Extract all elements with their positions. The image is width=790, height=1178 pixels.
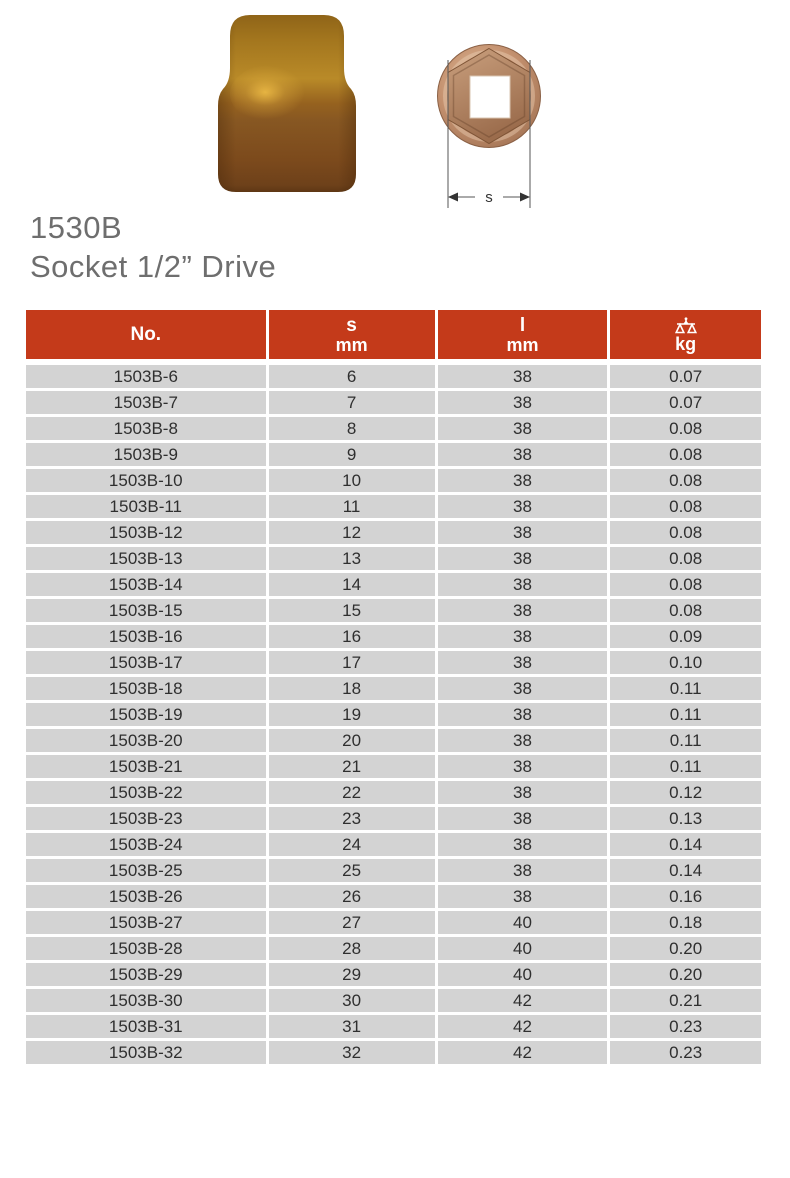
spec-table-header bbox=[26, 310, 761, 365]
table-row bbox=[26, 625, 761, 651]
table-row bbox=[26, 1041, 761, 1067]
cell-no: 1503B-27 bbox=[26, 911, 269, 937]
cell-s_mm: 13 bbox=[269, 547, 438, 573]
cell-l_mm: 42 bbox=[438, 989, 611, 1015]
col-header-l-unit: mm bbox=[506, 334, 539, 355]
cell-l_mm: 40 bbox=[438, 937, 611, 963]
cell-l_mm: 38 bbox=[438, 885, 611, 911]
col-header-l-label: l bbox=[519, 314, 526, 336]
cell-l_mm: 38 bbox=[438, 547, 611, 573]
table-row bbox=[26, 963, 761, 989]
cell-s_mm: 9 bbox=[269, 443, 438, 469]
cell-l_mm: 38 bbox=[438, 677, 611, 703]
table-row bbox=[26, 391, 761, 417]
cell-l_mm: 38 bbox=[438, 599, 611, 625]
cell-s_mm: 23 bbox=[269, 807, 438, 833]
cell-weight_kg: 0.08 bbox=[610, 599, 761, 625]
cell-weight_kg: 0.08 bbox=[610, 573, 761, 599]
cell-s_mm: 20 bbox=[269, 729, 438, 755]
table-row bbox=[26, 651, 761, 677]
cell-l_mm: 38 bbox=[438, 781, 611, 807]
cell-no: 1503B-10 bbox=[26, 469, 269, 495]
cell-s_mm: 8 bbox=[269, 417, 438, 443]
cell-l_mm: 38 bbox=[438, 755, 611, 781]
cell-no: 1503B-11 bbox=[26, 495, 269, 521]
cell-l_mm: 38 bbox=[438, 833, 611, 859]
table-row bbox=[26, 365, 761, 391]
cell-weight_kg: 0.07 bbox=[610, 391, 761, 417]
cell-l_mm: 38 bbox=[438, 365, 611, 391]
cell-l_mm: 38 bbox=[438, 573, 611, 599]
table-row bbox=[26, 573, 761, 599]
cell-l_mm: 38 bbox=[438, 703, 611, 729]
table-row bbox=[26, 859, 761, 885]
cell-no: 1503B-15 bbox=[26, 599, 269, 625]
cell-s_mm: 26 bbox=[269, 885, 438, 911]
cell-no: 1503B-28 bbox=[26, 937, 269, 963]
cell-l_mm: 38 bbox=[438, 651, 611, 677]
table-row bbox=[26, 599, 761, 625]
cell-weight_kg: 0.11 bbox=[610, 703, 761, 729]
cell-no: 1503B-25 bbox=[26, 859, 269, 885]
cell-no: 1503B-31 bbox=[26, 1015, 269, 1041]
cell-no: 1503B-20 bbox=[26, 729, 269, 755]
table-row bbox=[26, 885, 761, 911]
table-row bbox=[26, 833, 761, 859]
table-row bbox=[26, 469, 761, 495]
table-row bbox=[26, 443, 761, 469]
product-name: Socket 1/2” Drive bbox=[30, 249, 277, 284]
cell-no: 1503B-17 bbox=[26, 651, 269, 677]
table-row bbox=[26, 677, 761, 703]
cell-s_mm: 19 bbox=[269, 703, 438, 729]
cell-weight_kg: 0.08 bbox=[610, 469, 761, 495]
title-block bbox=[30, 208, 276, 286]
table-row bbox=[26, 807, 761, 833]
cell-l_mm: 38 bbox=[438, 443, 611, 469]
cell-weight_kg: 0.20 bbox=[610, 937, 761, 963]
table-row bbox=[26, 1015, 761, 1041]
col-header-s-unit: mm bbox=[335, 334, 368, 355]
cell-s_mm: 21 bbox=[269, 755, 438, 781]
table-row bbox=[26, 417, 761, 443]
cell-weight_kg: 0.08 bbox=[610, 495, 761, 521]
cell-weight_kg: 0.23 bbox=[610, 1041, 761, 1067]
square-drive-hole bbox=[470, 76, 510, 118]
cell-weight_kg: 0.12 bbox=[610, 781, 761, 807]
cell-s_mm: 29 bbox=[269, 963, 438, 989]
cell-s_mm: 17 bbox=[269, 651, 438, 677]
cell-weight_kg: 0.11 bbox=[610, 755, 761, 781]
cell-weight_kg: 0.11 bbox=[610, 677, 761, 703]
cell-l_mm: 40 bbox=[438, 911, 611, 937]
cell-l_mm: 38 bbox=[438, 495, 611, 521]
spec-table bbox=[26, 310, 761, 1067]
col-header-s bbox=[269, 310, 438, 365]
cell-s_mm: 18 bbox=[269, 677, 438, 703]
cell-weight_kg: 0.23 bbox=[610, 1015, 761, 1041]
cell-no: 1503B-22 bbox=[26, 781, 269, 807]
cell-l_mm: 38 bbox=[438, 859, 611, 885]
cell-no: 1503B-16 bbox=[26, 625, 269, 651]
cell-l_mm: 38 bbox=[438, 807, 611, 833]
col-header-l bbox=[438, 310, 611, 365]
cell-s_mm: 14 bbox=[269, 573, 438, 599]
cell-l_mm: 42 bbox=[438, 1015, 611, 1041]
table-row bbox=[26, 547, 761, 573]
cell-weight_kg: 0.08 bbox=[610, 417, 761, 443]
table-row bbox=[26, 521, 761, 547]
table-row bbox=[26, 989, 761, 1015]
cell-no: 1503B-6 bbox=[26, 365, 269, 391]
cell-l_mm: 42 bbox=[438, 1041, 611, 1067]
cell-weight_kg: 0.10 bbox=[610, 651, 761, 677]
cell-s_mm: 28 bbox=[269, 937, 438, 963]
cell-s_mm: 32 bbox=[269, 1041, 438, 1067]
col-header-weight-unit: kg bbox=[675, 333, 697, 354]
cell-s_mm: 22 bbox=[269, 781, 438, 807]
cell-l_mm: 38 bbox=[438, 521, 611, 547]
cell-weight_kg: 0.21 bbox=[610, 989, 761, 1015]
cell-l_mm: 38 bbox=[438, 729, 611, 755]
cell-weight_kg: 0.14 bbox=[610, 833, 761, 859]
cell-weight_kg: 0.16 bbox=[610, 885, 761, 911]
cell-s_mm: 31 bbox=[269, 1015, 438, 1041]
col-header-no-label: No. bbox=[130, 324, 162, 345]
balance-scale-icon bbox=[674, 317, 698, 334]
cell-no: 1503B-32 bbox=[26, 1041, 269, 1067]
table-row bbox=[26, 781, 761, 807]
cell-no: 1503B-18 bbox=[26, 677, 269, 703]
table-row bbox=[26, 755, 761, 781]
cell-s_mm: 24 bbox=[269, 833, 438, 859]
cell-weight_kg: 0.08 bbox=[610, 521, 761, 547]
cell-weight_kg: 0.08 bbox=[610, 443, 761, 469]
col-header-s-label: s bbox=[346, 314, 357, 336]
table-row bbox=[26, 729, 761, 755]
cell-weight_kg: 0.20 bbox=[610, 963, 761, 989]
cell-s_mm: 15 bbox=[269, 599, 438, 625]
col-header-weight bbox=[610, 310, 761, 365]
cell-weight_kg: 0.11 bbox=[610, 729, 761, 755]
cell-no: 1503B-7 bbox=[26, 391, 269, 417]
cell-s_mm: 25 bbox=[269, 859, 438, 885]
cell-no: 1503B-29 bbox=[26, 963, 269, 989]
cell-s_mm: 12 bbox=[269, 521, 438, 547]
table-row bbox=[26, 703, 761, 729]
cell-s_mm: 7 bbox=[269, 391, 438, 417]
cell-weight_kg: 0.08 bbox=[610, 547, 761, 573]
socket-side-view-image bbox=[216, 12, 358, 195]
spec-table-body bbox=[26, 365, 761, 1067]
cell-s_mm: 27 bbox=[269, 911, 438, 937]
cell-s_mm: 10 bbox=[269, 469, 438, 495]
cell-no: 1503B-8 bbox=[26, 417, 269, 443]
cell-s_mm: 6 bbox=[269, 365, 438, 391]
table-row bbox=[26, 495, 761, 521]
table-row bbox=[26, 911, 761, 937]
cell-no: 1503B-9 bbox=[26, 443, 269, 469]
cell-no: 1503B-24 bbox=[26, 833, 269, 859]
cell-s_mm: 30 bbox=[269, 989, 438, 1015]
cell-weight_kg: 0.13 bbox=[610, 807, 761, 833]
dimension-label-s: s bbox=[485, 189, 493, 206]
cell-no: 1503B-19 bbox=[26, 703, 269, 729]
cell-no: 1503B-14 bbox=[26, 573, 269, 599]
cell-weight_kg: 0.07 bbox=[610, 365, 761, 391]
cell-l_mm: 40 bbox=[438, 963, 611, 989]
model-number: 1530B bbox=[30, 210, 123, 245]
col-header-no bbox=[26, 310, 269, 365]
table-row bbox=[26, 937, 761, 963]
cell-no: 1503B-12 bbox=[26, 521, 269, 547]
cell-no: 1503B-13 bbox=[26, 547, 269, 573]
cell-weight_kg: 0.14 bbox=[610, 859, 761, 885]
cell-s_mm: 16 bbox=[269, 625, 438, 651]
cell-weight_kg: 0.09 bbox=[610, 625, 761, 651]
cell-l_mm: 38 bbox=[438, 469, 611, 495]
cell-no: 1503B-21 bbox=[26, 755, 269, 781]
cell-s_mm: 11 bbox=[269, 495, 438, 521]
socket-top-view-image bbox=[425, 40, 555, 215]
cell-weight_kg: 0.18 bbox=[610, 911, 761, 937]
cell-no: 1503B-30 bbox=[26, 989, 269, 1015]
cell-l_mm: 38 bbox=[438, 391, 611, 417]
cell-no: 1503B-26 bbox=[26, 885, 269, 911]
cell-no: 1503B-23 bbox=[26, 807, 269, 833]
cell-l_mm: 38 bbox=[438, 625, 611, 651]
cell-l_mm: 38 bbox=[438, 417, 611, 443]
